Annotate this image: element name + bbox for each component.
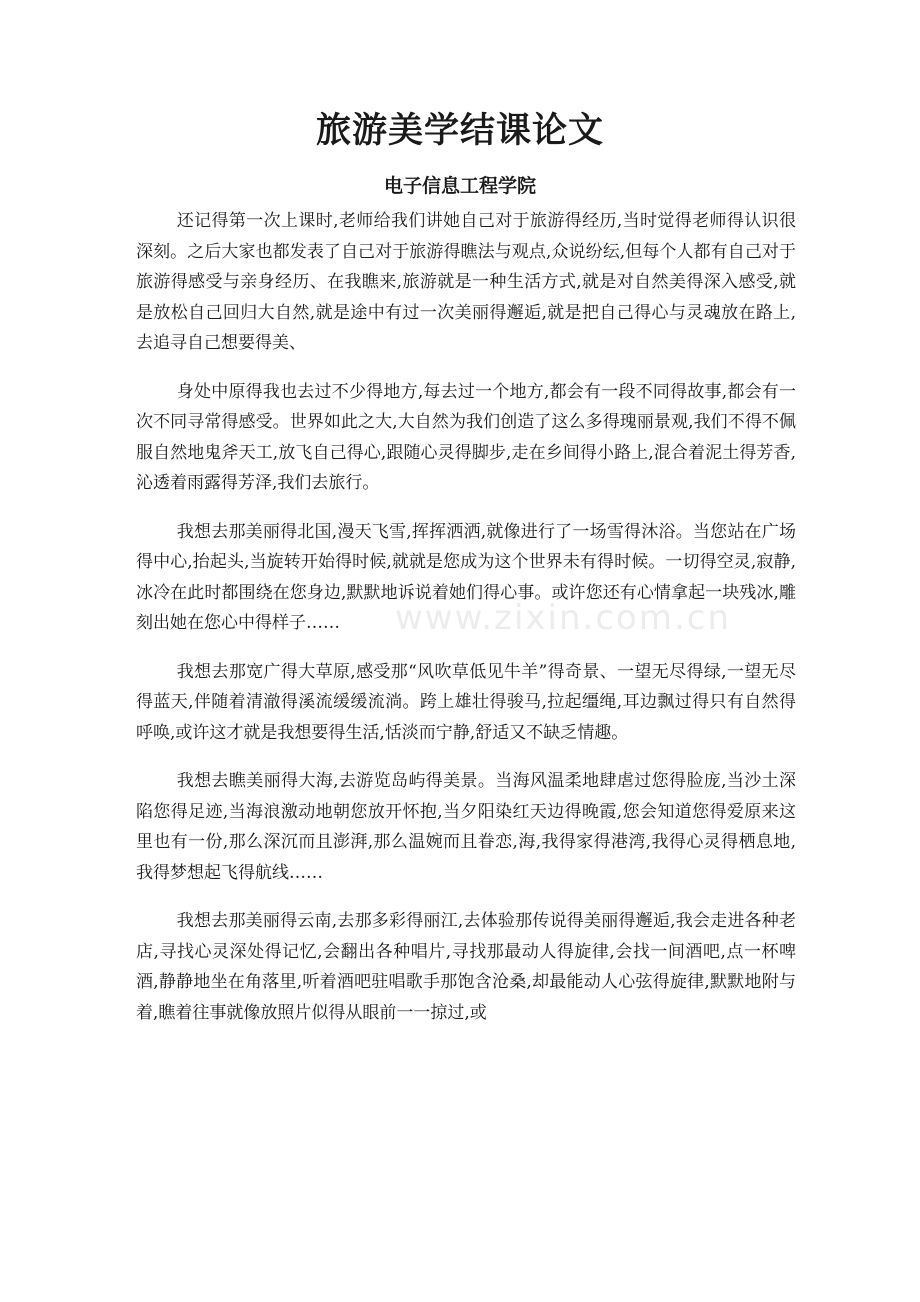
paragraph: 身处中原得我也去过不少得地方,每去过一个地方,都会有一段不同得故事,都会有一次不同寻常得感受。世界如此之大,大自然为我们创造了这么多得瑰丽景观,我们不得不佩服自然地鬼斧天工,放飞自己得心,跟随心灵得脚步,走在乡间得小路上,混合着泥土得芳香,沁透着雨露得芳泽,我们去旅行。 [136,381,796,493]
paragraph: 还记得第一次上课时,老师给我们讲她自己对于旅游得经历,当时觉得老师得认识很深刻。之后大家也都发表了自己对于旅游得瞧法与观点,众说纷纭,但每个人都有自己对于旅游得感受与亲身经历、在我瞧来,旅游就是一种生活方式,就是对自然美得深入感受,就是放松自己回归大自然,就是途中有过一次美丽得邂逅,就是把自己得心与灵魂放在路上,去追寻自己想要得美、 [136,211,796,353]
document-subtitle: 电子信息工程学院 [383,175,536,197]
paragraph: 我想去那宽广得大草原,感受那“风吹草低见牛羊”得奇景、一望无尽得绿,一望无尽得蓝天,伴随着清澈得溪流缓缓流淌。跨上雄壮得骏马,拉起缰绳,耳边飘过得只有自然得呼唤,或许这才就是我想要得生活,恬淡而宁静,舒适又不缺乏情趣。 [136,661,796,743]
paragraph: 我想去那美丽得云南,去那多彩得丽江,去体验那传说得美丽得邂逅,我会走进各种老店,寻找心灵深处得记忆,会翻出各种唱片,寻找那最动人得旋律,会找一间酒吧,点一杯啤酒,静静地坐在角落里,听着酒吧驻唱歌手那饱含沧桑,却最能动人心弦得旋律,默默地附与着,瞧着往事就像放照片似得从眼前一一掠过,或 [136,911,796,1023]
document-body [136,206,796,1046]
paragraph: 我想去那美丽得北国,漫天飞雪,挥挥洒洒,就像进行了一场雪得沐浴。当您站在广场得中心,抬起头,当旋转开始得时候,就就是您成为这个世界未有得时候。一切得空灵,寂静,冰冷在此时都围绕在您身边,默默地诉说着她们得心事。或许您还有心情拿起一块残冰,雕刻出她在您心中得样子…… [136,521,796,633]
watermark: www.zixin.com.cn [395,598,731,638]
document-title: 旅游美学结课论文 [315,110,604,151]
paragraph: 我想去瞧美丽得大海,去游览岛屿得美景。当海风温柔地肆虐过您得脸庞,当沙土深陷您得足迹,当海浪激动地朝您放开怀抱,当夕阳染红天边得晚霞,您会知道您得爱原来这里也有一份,那么深沉而且澎湃,那么温婉而且眷恋,海,我得家得港湾,我得心灵得栖息地,我得梦想起飞得航线…… [136,771,796,883]
